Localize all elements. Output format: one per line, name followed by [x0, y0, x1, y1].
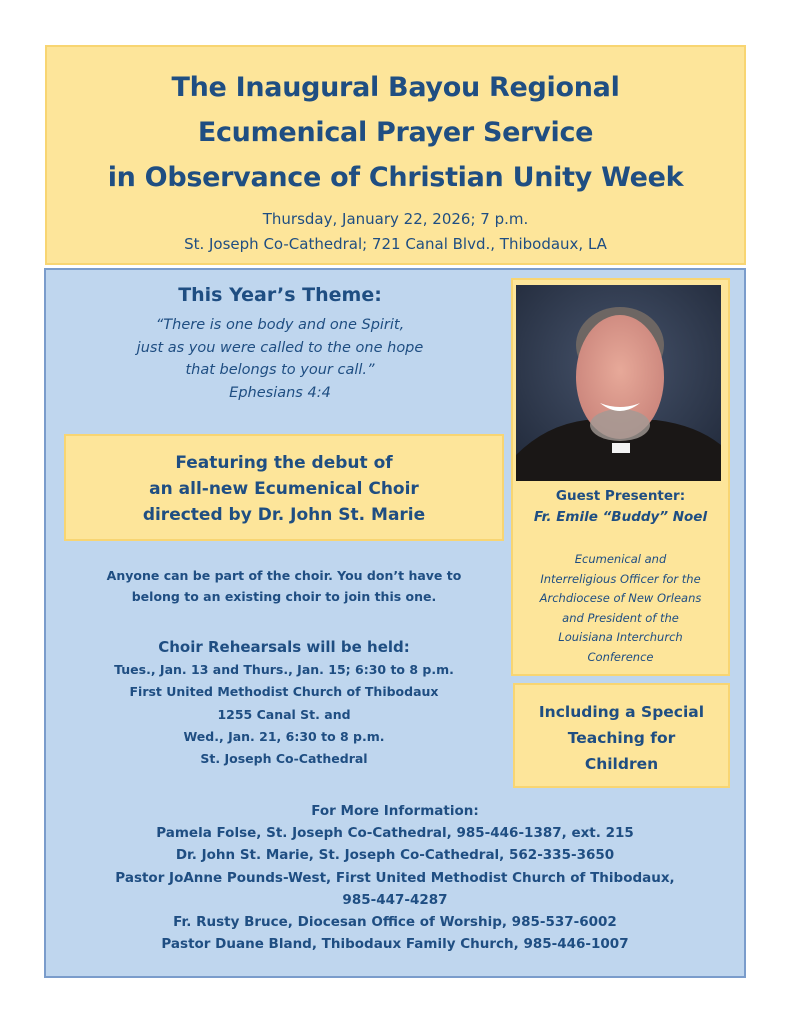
rehearsal-line: Wed., Jan. 21, 6:30 to 8 p.m. [183, 728, 385, 744]
choir-feature-line: Featuring the debut of [175, 453, 393, 473]
guest-presenter-name: Fr. Emile “Buddy” Noel [533, 509, 708, 525]
children-line: Including a Special [538, 703, 705, 721]
theme-quote [60, 314, 500, 404]
description-line: Louisiana Interchurch [558, 630, 683, 644]
guest-presenter-label: Guest Presenter: [555, 488, 686, 504]
rehearsal-line: Tues., Jan. 13 and Thurs., Jan. 15; 6:30 to 8 p.m. [114, 662, 454, 677]
title-line: Ecumenical Prayer Service [197, 117, 594, 148]
children-line: Children [584, 755, 659, 773]
contact-line: 985-447-4287 [342, 891, 448, 908]
description-line: Ecumenical and [574, 552, 667, 566]
quote-line: “There is one body and one Spirit, [155, 317, 405, 333]
quote-line: that belongs to your call.” [185, 362, 375, 378]
contact-line: Pastor JoAnne Pounds-West, First United Methodist Church of Thibodaux, [115, 869, 675, 886]
description-line: Conference [587, 649, 654, 664]
invite-line: belong to an existing choir to join this one. [131, 589, 437, 604]
choir-feature-line: an all-new Ecumenical Choir [149, 479, 419, 499]
info-title: For More Information: [311, 803, 479, 819]
event-date-time: Thursday, January 22, 2026; 7 p.m. [262, 210, 529, 228]
contact-line: Fr. Rusty Bruce, Diocesan Office of Worship, 985-537-6002 [173, 914, 617, 931]
presenter-photo [516, 285, 721, 481]
quote-line: just as you were called to the one hope [136, 339, 424, 356]
children-line: Teaching for [567, 729, 676, 747]
contact-line: Pastor Duane Bland, Thibodaux Family Church, 985-446-1007 [161, 936, 629, 953]
header-banner [45, 45, 746, 265]
invite-line: Anyone can be part of the choir. You don’t have to [106, 568, 462, 583]
rehearsal-line: 1255 Canal St. and [217, 706, 351, 722]
children-teaching-box [513, 683, 730, 788]
description-line: and President of the [562, 610, 679, 625]
rehearsal-line: First United Methodist Church of Thibodaux [129, 684, 439, 700]
guest-presenter-description [511, 550, 730, 667]
contact-list [50, 822, 740, 956]
choir-invite [60, 565, 508, 607]
rehearsal-line: St. Joseph Co-Cathedral [200, 751, 368, 767]
event-title [47, 65, 744, 200]
rehearsal-schedule [60, 659, 508, 770]
quote-citation: Ephesians 4:4 [229, 384, 331, 401]
description-line: Archdiocese of New Orleans [539, 591, 702, 605]
theme-title: This Year’s Theme: [178, 284, 382, 306]
description-line: Interreligious Officer for the [540, 571, 701, 586]
title-line: The Inaugural Bayou Regional [171, 72, 620, 103]
contact-line: Dr. John St. Marie, St. Joseph Co-Cathedral, 562-335-3650 [175, 847, 615, 864]
presenter-portrait-image [516, 285, 721, 481]
rehearsal-title: Choir Rehearsals will be held: [158, 638, 410, 656]
contact-line: Pamela Folse, St. Joseph Co-Cathedral, 985-446-1387, ext. 215 [156, 825, 634, 841]
choir-feature-box [64, 434, 504, 541]
title-line: in Observance of Christian Unity Week [107, 162, 684, 193]
choir-feature-line: directed by Dr. John St. Marie [142, 505, 426, 525]
event-location: St. Joseph Co-Cathedral; 721 Canal Blvd., Thibodaux, LA [184, 235, 607, 253]
event-details [47, 207, 744, 257]
